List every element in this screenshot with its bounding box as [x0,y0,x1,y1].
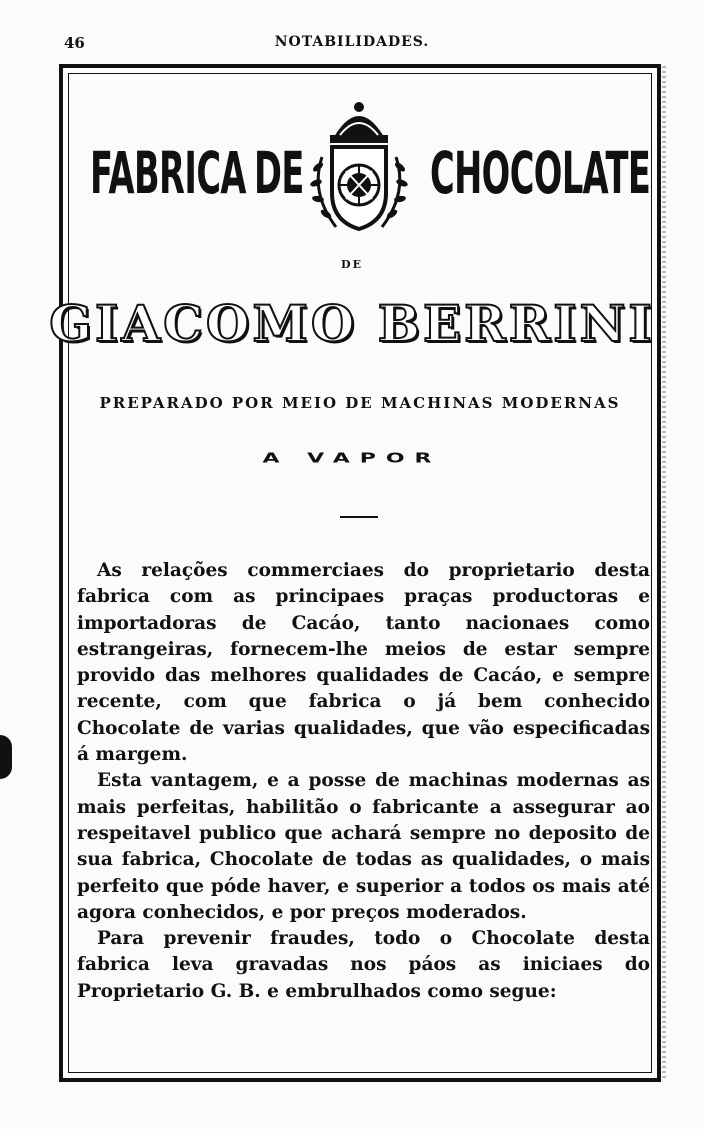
running-title: NOTABILIDADES. [274,34,430,50]
paragraph: Esta vantagem, e a posse de machinas modernas as mais perfeitas, habilitão o fabricante a assegurar ao respeitavel publico que achará sempre no deposito de sua fabrica, Chocolate de todas as qualidades, o mais perfeito que póde haver, e superior a todos os mais até agora conhecidos, e por preços moderados. [77,770,650,923]
body-text [77,558,650,1005]
crowned-coat-of-arms-icon [306,97,412,237]
maker-name: GIACOMO BERRINI [49,294,655,353]
title-word-chocolate: CHOCOLATE [430,139,651,207]
section-divider [340,516,378,518]
subtitle: PREPARADO POR MEIO DE MACHINAS MODERNAS [99,394,621,412]
paragraph: Para prevenir fraudes, todo o Chocolate desta fabrica leva gravadas nos páos as iniciaes do Proprietario G. B. e embrulhados como segue: [77,928,650,1002]
title-word-de: DE [254,139,304,207]
page-edge-texture [662,66,666,1081]
running-head [0,34,704,54]
paragraph: As relações commerciaes do proprietario desta fabrica com as principaes praças productoras e importadoras de Cacáo, tanto nacionaes como estrangeiras, fornecem-lhe meios de estar sempre provido das melhores qualidades de Cacáo, e sempre recente, com que fabrica o já bem conhecido Chocolate de varias qualidades, que vão especificadas á margem. [77,560,650,766]
title-word-fabrica: FABRICA [90,139,246,207]
advert-title [68,95,652,245]
ink-blot [0,735,12,779]
connector-de: DE [341,258,363,271]
page-number: 46 [64,34,85,52]
steam-tagline: A VAPOR [262,451,442,466]
